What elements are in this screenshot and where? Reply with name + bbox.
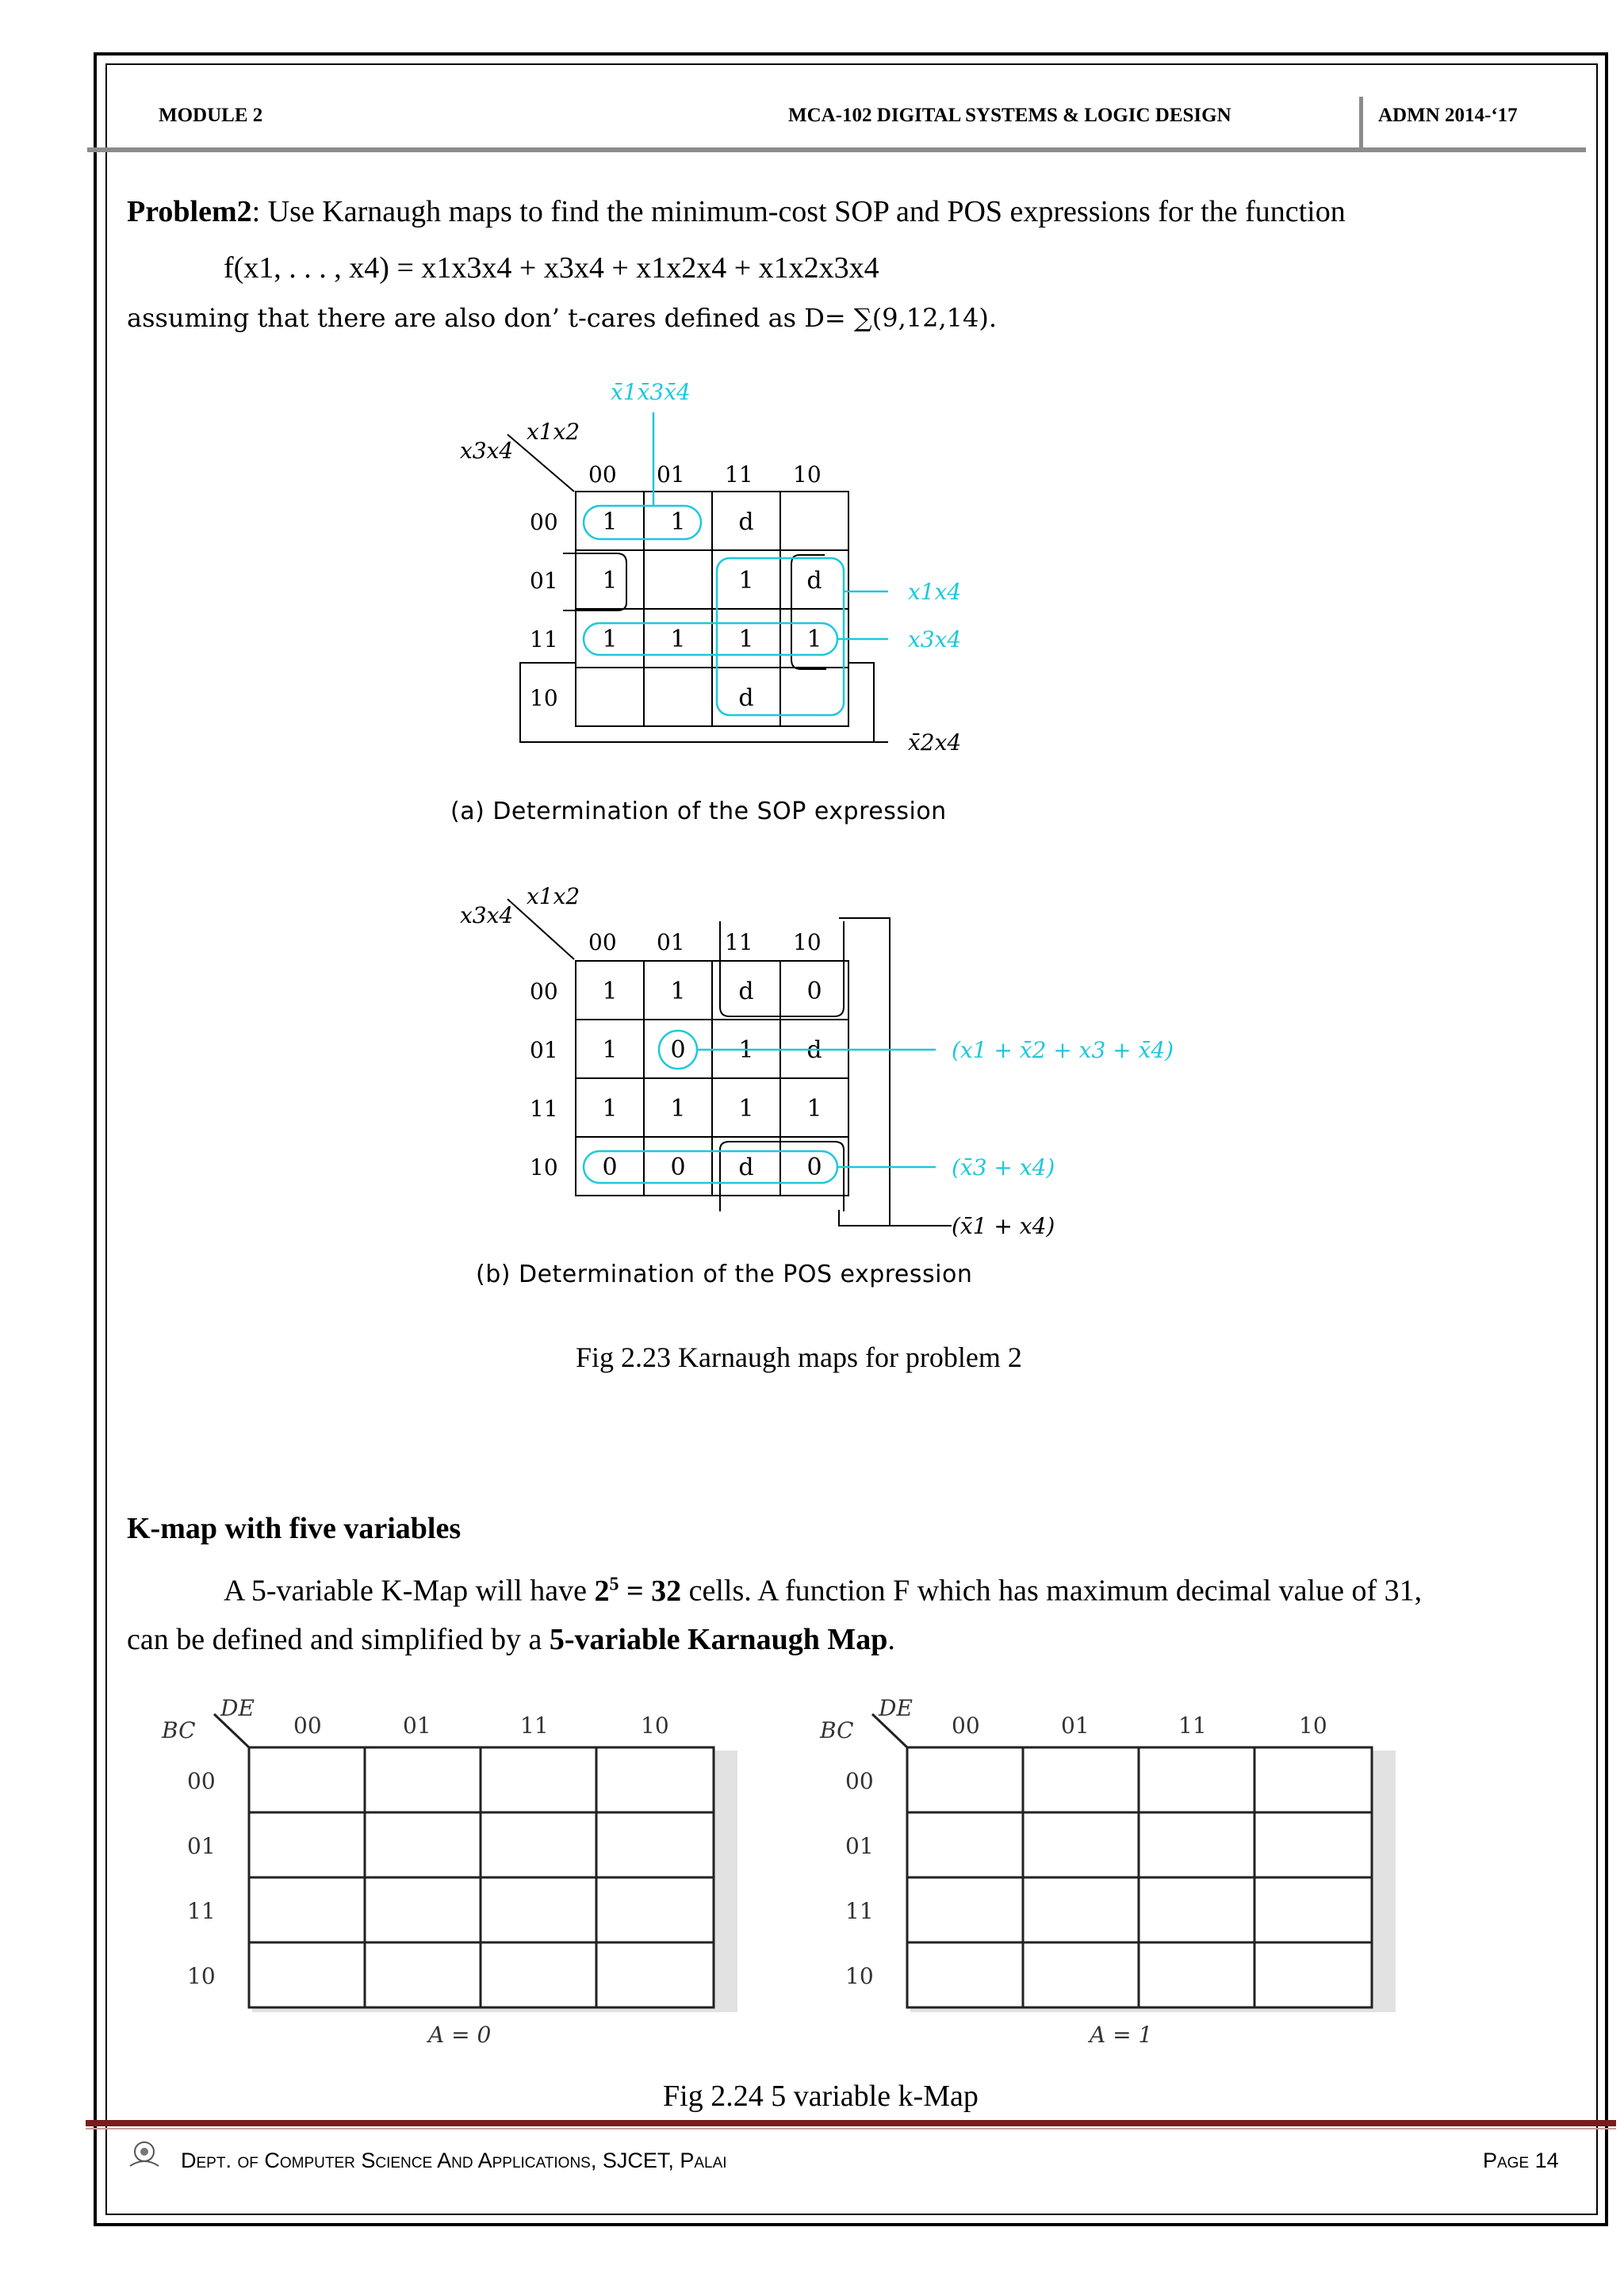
- kmap5-right-col-3: 10: [1299, 1712, 1327, 1739]
- kmap5-left-col-3: 10: [641, 1712, 669, 1739]
- kmap-pos: [444, 872, 1205, 1253]
- kmap5-right-row-var: BC: [820, 1717, 854, 1743]
- kmap5-right-row-2: 11: [845, 1898, 874, 1924]
- kmap-pos-cell: d: [738, 1154, 754, 1181]
- kmap-sop-cell: 1: [602, 626, 618, 653]
- header-course: MCA-102 DIGITAL SYSTEMS & LOGIC DESIGN: [788, 105, 1231, 126]
- kmap-pos-cell: 0: [670, 1036, 686, 1064]
- kmap5-left-col-var: DE: [220, 1695, 255, 1721]
- header-rule: [87, 147, 1586, 152]
- kmap-pos-terms: [952, 1037, 1174, 1239]
- kmap-sop-groupings: [584, 412, 888, 715]
- kmap-sop-term-1: x1x4: [908, 579, 962, 605]
- kmap-5var-left: [161, 1695, 737, 2048]
- kmap5-right-col-0: 00: [952, 1712, 980, 1739]
- kmap-pos-cell: 1: [602, 978, 618, 1005]
- kmap-pos-cell: d: [806, 1036, 822, 1064]
- kmap-pos-cell: 1: [806, 1095, 822, 1123]
- kmap-pos-term-1: (x̄3 + x4): [952, 1154, 1055, 1181]
- kmap-sop-row-0: 00: [530, 509, 558, 535]
- kmap-sop-cell: d: [738, 684, 754, 712]
- kmap-sop-row-3: 10: [530, 685, 558, 711]
- kmap5-left-col-2: 11: [520, 1712, 549, 1739]
- kmap-pos-row-3: 10: [530, 1154, 558, 1181]
- kmap-sop-cell: 1: [670, 508, 686, 536]
- kmap5-right-col-2: 11: [1178, 1712, 1207, 1739]
- kmap-pos-cell: 1: [738, 1036, 754, 1064]
- five-var-line1-a: A 5-variable K-Map will have: [224, 1574, 595, 1608]
- kmap-sop-row-2: 11: [530, 626, 558, 652]
- kmap5-right-col-1: 01: [1061, 1712, 1090, 1739]
- problem-dontcares: assuming that there are also don’ t-cares defined as D= ∑(9,12,14).: [127, 303, 998, 333]
- header-batch: ADMN 2014-‘17: [1378, 105, 1518, 126]
- kmap-sop-cell: 1: [602, 567, 618, 595]
- kmap-5var-right: [819, 1695, 1396, 2048]
- kmap-pos-cell: 0: [806, 978, 822, 1005]
- kmap-pos-cell: 0: [806, 1154, 822, 1181]
- five-var-line2: [127, 1621, 895, 1659]
- kmap5-left-label: A = 0: [428, 2022, 492, 2048]
- college-logo-icon: [127, 2141, 162, 2169]
- kmap-sop-col-2: 11: [725, 461, 753, 488]
- five-var-line2-bold: 5-variable Karnaugh Map: [549, 1623, 888, 1656]
- kmap5-left-row-2: 11: [187, 1898, 216, 1924]
- kmap-pos-row-1: 01: [530, 1037, 558, 1063]
- kmap-sop-cell: 1: [602, 508, 618, 536]
- five-var-line2-a: can be defined and simplified by a: [127, 1623, 550, 1656]
- kmap-pos-col-2: 11: [725, 929, 753, 955]
- kmap-sop-cell: 1: [670, 626, 686, 653]
- kmap-sop-cell: d: [806, 567, 822, 595]
- kmap-sop-col-0: 00: [588, 461, 617, 488]
- five-var-power-exp: 5: [609, 1574, 619, 1594]
- header-module: MODULE 2: [159, 105, 263, 126]
- footer-page-number: Page 14: [1483, 2149, 1559, 2172]
- five-var-power-base: 2: [594, 1574, 610, 1608]
- kmap-sop-row-1: 01: [530, 568, 558, 594]
- kmap-pos-cell: 0: [670, 1154, 686, 1181]
- kmap5-left-row-3: 10: [187, 1963, 216, 1989]
- kmap-sop-cell: d: [738, 508, 754, 536]
- kmap-sop-term-0: x̄1x̄3x̄4: [611, 379, 691, 405]
- kmap5-right-col-var: DE: [879, 1695, 913, 1721]
- kmap-sop-terms: [611, 379, 961, 652]
- problem-label: Problem2: [127, 195, 252, 228]
- kmap5-left-row-0: 00: [187, 1768, 216, 1794]
- footer-department: Dept. of Computer Science And Applications, SJCET, Palai: [181, 2149, 727, 2172]
- kmap-sop: [444, 365, 1015, 777]
- kmap-pos-term-2: (x̄1 + x4): [952, 1213, 1055, 1239]
- kmap-pos-cell: 1: [670, 1095, 686, 1123]
- problem-statement: [127, 193, 1346, 231]
- kmap-sop-row-var: x3x4: [460, 438, 514, 464]
- kmap-pos-groupings: [584, 1031, 936, 1183]
- five-var-cells-count: [594, 1575, 681, 1608]
- kmap-pos-caption: (b) Determination of the POS expression: [476, 1261, 973, 1288]
- kmap-sop-caption: (a) Determination of the SOP expression: [450, 798, 947, 825]
- kmap-pos-labels: [460, 883, 822, 1181]
- kmap5-right-row-3: 10: [845, 1963, 874, 1989]
- kmap5-left-col-1: 01: [403, 1712, 431, 1739]
- kmap5-left-row-1: 01: [187, 1833, 216, 1859]
- kmap-pos-cell: 0: [602, 1154, 618, 1181]
- problem-function: f(x1, . . . , x4) = x1x3x4 + x3x4 + x1x2x4 + x1x2x3x4: [224, 251, 879, 285]
- kmap5-right-row-0: 00: [845, 1768, 874, 1794]
- kmap-sop-cell: 1: [738, 567, 754, 595]
- kmap-5var: [149, 1687, 1418, 2060]
- five-var-line1: [224, 1565, 1422, 1610]
- kmap-pos-cell: 1: [602, 1095, 618, 1123]
- kmap-pos-col-1: 01: [657, 929, 685, 955]
- problem-text: : Use Karnaugh maps to find the minimum-cost SOP and POS expressions for the function: [251, 195, 1346, 228]
- kmap-pos-cell: 1: [670, 978, 686, 1005]
- kmap-pos-row-0: 00: [530, 978, 558, 1004]
- kmap-sop-grid: [508, 434, 888, 742]
- kmap-pos-term-0: (x1 + x̄2 + x3 + x̄4): [952, 1037, 1174, 1063]
- five-var-line1-b: cells. A function F which has maximum decimal value of 31,: [681, 1574, 1423, 1608]
- kmap-sop-col-var: x1x2: [527, 419, 580, 445]
- five-var-line2-b: .: [887, 1623, 895, 1656]
- kmap-sop-cell: 1: [806, 626, 822, 653]
- kmap5-left-col-0: 00: [293, 1712, 322, 1739]
- fig-2-24-caption: Fig 2.24 5 variable k-Map: [663, 2080, 979, 2113]
- kmap-pos-col-var: x1x2: [527, 883, 580, 909]
- kmap-pos-col-0: 00: [588, 929, 617, 955]
- kmap5-right-label: A = 1: [1090, 2022, 1153, 2048]
- kmap5-left-row-var: BC: [162, 1717, 196, 1743]
- kmap-pos-cell: d: [738, 978, 754, 1005]
- kmap-pos-row-var: x3x4: [460, 902, 514, 928]
- kmap-sop-term-2: x3x4: [908, 626, 962, 652]
- kmap5-right-row-1: 01: [845, 1833, 874, 1859]
- kmap-sop-col-1: 01: [657, 461, 685, 488]
- kmap-sop-term-3: x̄2x4: [908, 729, 962, 756]
- fig-2-23-caption: Fig 2.23 Karnaugh maps for problem 2: [576, 1341, 1022, 1373]
- footer-rule-light: [86, 2128, 1616, 2130]
- five-var-power-eq: = 32: [619, 1574, 682, 1608]
- section-heading-five-var: K-map with five variables: [127, 1512, 462, 1545]
- kmap-pos-cell: 1: [738, 1095, 754, 1123]
- kmap-pos-cell: 1: [602, 1036, 618, 1064]
- kmap-pos-col-3: 10: [793, 929, 822, 955]
- kmap-sop-cell: 1: [738, 626, 754, 653]
- footer-rule: [86, 2120, 1616, 2126]
- header-separator: [1359, 97, 1363, 151]
- kmap-sop-col-3: 10: [793, 461, 822, 488]
- kmap-pos-row-2: 11: [530, 1096, 558, 1122]
